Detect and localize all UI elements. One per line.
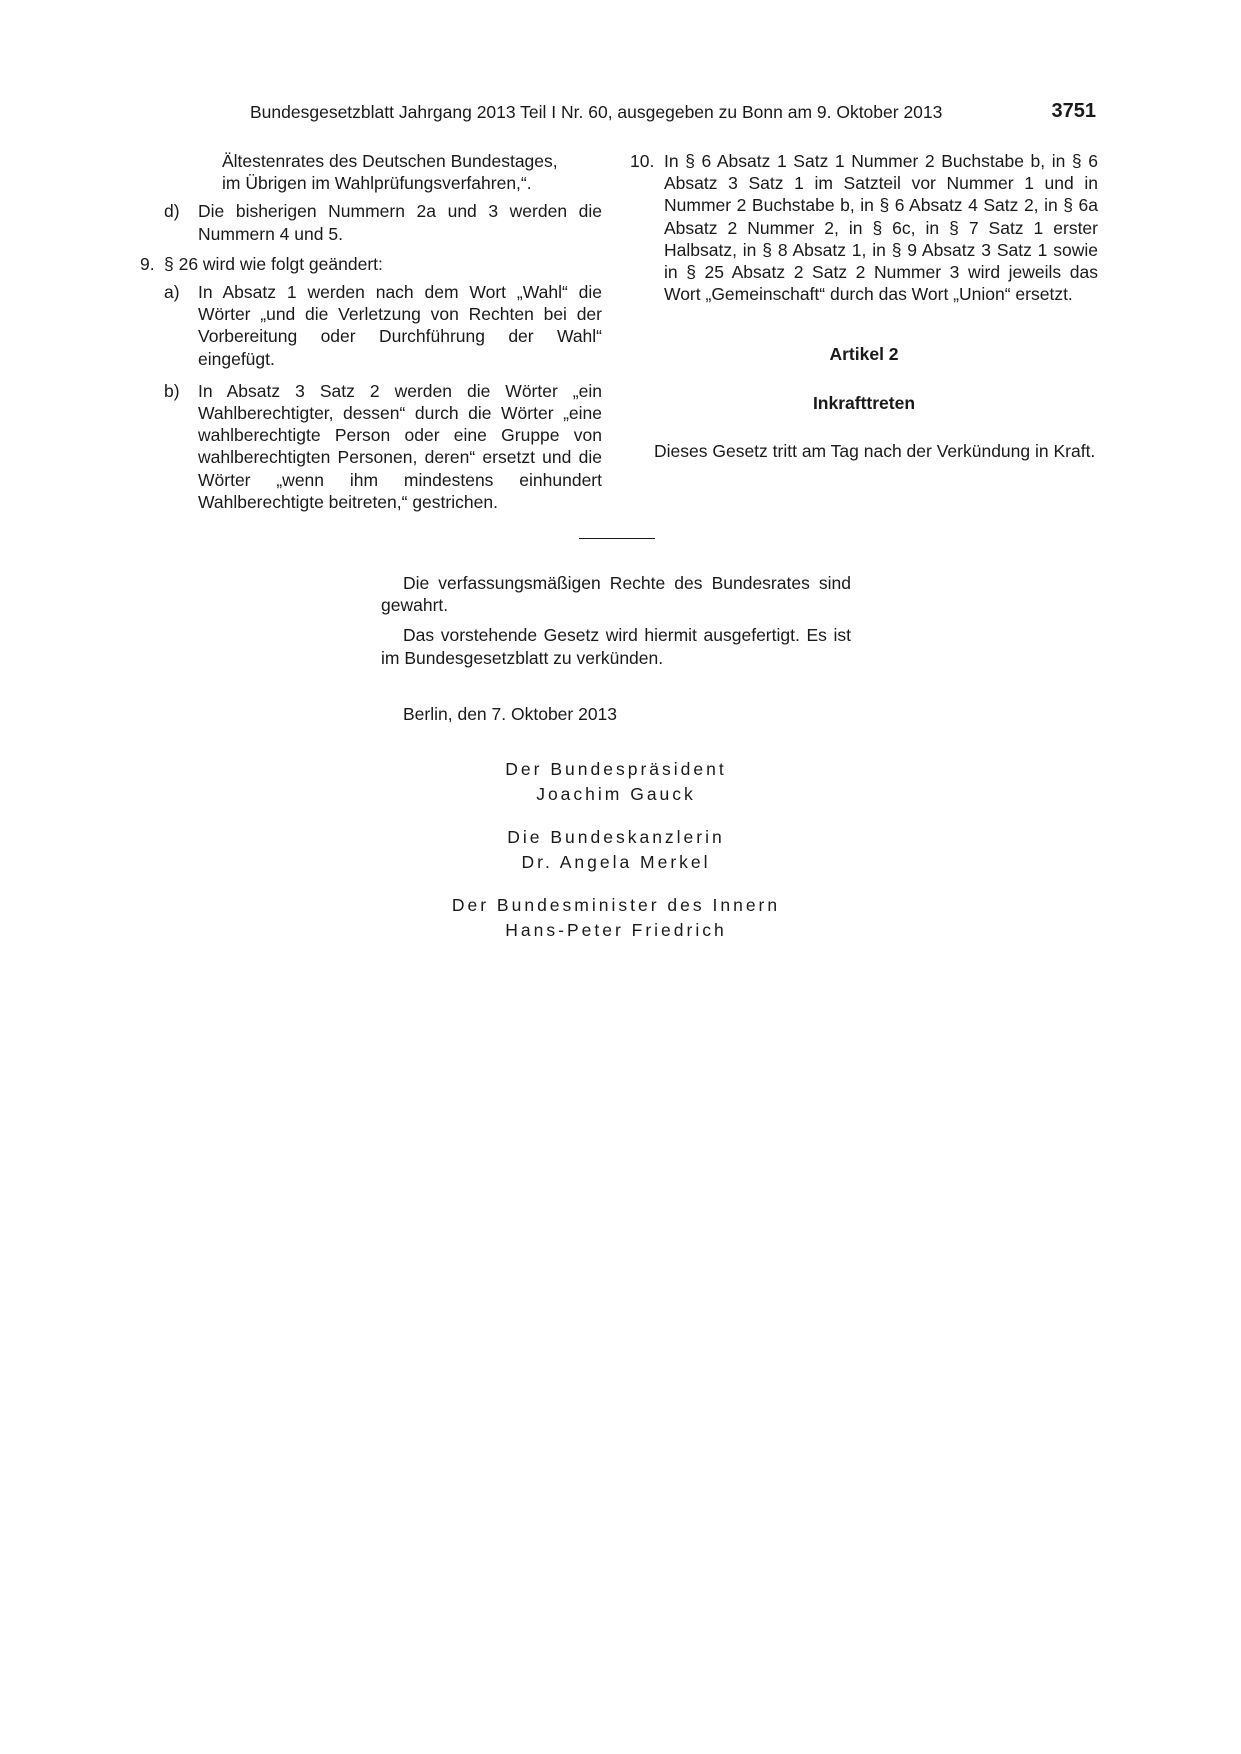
article-title: Inkrafttreten xyxy=(812,392,916,413)
item-label: b) xyxy=(164,380,180,401)
list-item-9b xyxy=(164,380,602,513)
place-and-date: Berlin, den 7. Oktober 2013 xyxy=(403,703,618,724)
article-body: Dieses Gesetz tritt am Tag nach der Verkündung in Kraft. xyxy=(654,440,1096,461)
list-item-9 xyxy=(140,253,602,275)
article-heading: Artikel 2 xyxy=(829,344,899,365)
signatory-title: Der Bundesminister des Innern xyxy=(451,895,781,915)
closing-paragraph-1: Die verfassungsmäßigen Rechte des Bundesrates sind gewahrt. xyxy=(381,573,851,616)
item-label: a) xyxy=(164,282,180,303)
signatory-title: Der Bundespräsident xyxy=(505,759,727,779)
item-label: 9. xyxy=(140,253,155,274)
signature-chancellor xyxy=(381,825,851,875)
section-divider xyxy=(579,538,655,539)
closing-paragraph-2: Das vorstehende Gesetz wird hiermit ausgefertigt. Es ist im Bundesgesetzblatt zu verkünden. xyxy=(381,625,851,668)
item-text: Die bisherigen Nummern 2a und 3 werden die Nummern 4 und 5. xyxy=(198,201,602,244)
item-text: In Absatz 3 Satz 2 werden die Wörter „ein Wahlberechtigter, dessen“ durch die Wörter „eine wahlberechtigte Person oder eine Gruppe von wahlberechtigten Personen, deren“ ersetzt und die Wörter „wenn ihm mindestens einhundert Wahlberechtigte beitreten,“ gestrichen. xyxy=(198,380,602,512)
page-header xyxy=(250,100,1096,126)
signatory-name: Hans-Peter Friedrich xyxy=(505,920,727,940)
signatory-name: Joachim Gauck xyxy=(536,784,696,804)
signature-interior-minister xyxy=(381,893,851,943)
continuation-text xyxy=(222,150,602,194)
continuation-line-2: im Übrigen im Wahlprüfungsverfahren,“. xyxy=(222,173,532,194)
closing-formula xyxy=(381,572,851,733)
signatory-title: Die Bundeskanzlerin xyxy=(507,827,725,847)
list-item-10 xyxy=(630,150,1098,305)
item-label: 10. xyxy=(630,151,655,171)
continuation-line-1: Ältestenrates des Deutschen Bundestages, xyxy=(222,151,558,171)
header-title: Bundesgesetzblatt Jahrgang 2013 Teil I Nr. 60, ausgegeben zu Bonn am 9. Oktober 2013 xyxy=(250,102,943,122)
item-text: § 26 wird wie folgt geändert: xyxy=(164,253,383,274)
list-item-d xyxy=(164,200,602,244)
item-text: In § 6 Absatz 1 Satz 1 Nummer 2 Buchstabe b, in § 6 Absatz 3 Satz 1 im Satzteil vor Nummer 1 und in Nummer 2 Buchstabe b, in § 6 Absatz 4 Satz 2, in § 6a Absatz 2 Nummer 2, in § 6c, in § 7 Satz 1 erster Halbsatz, in § 8 Absatz 1, in § 9 Absatz 3 Satz 1 sowie in § 25 Absatz 2 Satz 2 Nummer 3 wird jeweils das Wort „Gemeinschaft“ durch das Wort „Union“ ersetzt. xyxy=(664,151,1098,305)
right-column xyxy=(630,150,1098,462)
signature-block xyxy=(381,757,851,961)
signatory-name: Dr. Angela Merkel xyxy=(521,852,711,872)
page-number: 3751 xyxy=(1051,100,1096,122)
list-item-9a xyxy=(164,281,602,370)
left-column xyxy=(140,150,602,513)
signature-president xyxy=(381,757,851,807)
item-text: In Absatz 1 werden nach dem Wort „Wahl“ die Wörter „und die Verletzung von Rechten bei der Vorbereitung oder Durchführung der Wahl“ eingefügt. xyxy=(198,282,602,369)
item-label: d) xyxy=(164,201,180,222)
